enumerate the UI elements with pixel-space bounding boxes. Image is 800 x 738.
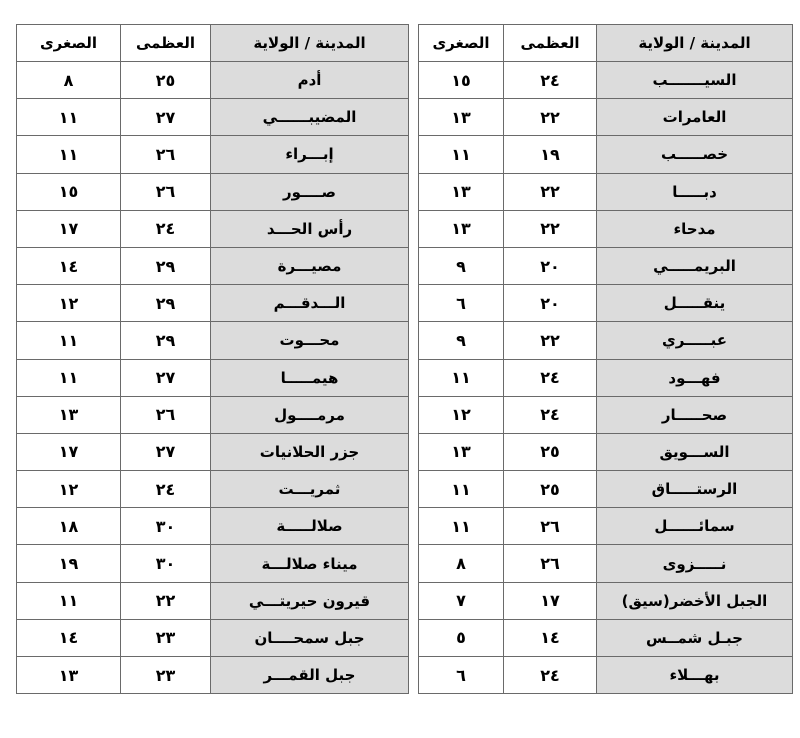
city-cell: فهـــود: [597, 359, 793, 396]
table-row: [419, 359, 793, 396]
table-row: [419, 657, 793, 694]
header-min: الصغرى: [17, 25, 121, 62]
city-cell: نـــــزوى: [597, 545, 793, 582]
header-min: الصغرى: [419, 25, 504, 62]
max-temp-cell: ٢٣: [121, 657, 211, 694]
table-row: [419, 99, 793, 136]
city-cell: مرمــــول: [211, 396, 409, 433]
min-temp-cell: ٨: [419, 545, 504, 582]
min-temp-cell: ١٣: [419, 173, 504, 210]
min-temp-cell: ١١: [419, 508, 504, 545]
max-temp-cell: ٢٦: [504, 508, 597, 545]
max-temp-cell: ٣٠: [121, 508, 211, 545]
min-temp-cell: ١٥: [17, 173, 121, 210]
city-cell: الســـويق: [597, 433, 793, 470]
city-cell: قيرون حيريتـــي: [211, 582, 409, 619]
max-temp-cell: ٢٢: [504, 322, 597, 359]
table-row: [419, 210, 793, 247]
city-cell: دبـــــا: [597, 173, 793, 210]
min-temp-cell: ١٤: [17, 619, 121, 656]
max-temp-cell: ٢٤: [121, 471, 211, 508]
table-row: [17, 322, 409, 359]
table-row: [419, 247, 793, 284]
city-cell: صلالـــــة: [211, 508, 409, 545]
max-temp-cell: ٢٧: [121, 99, 211, 136]
city-cell: صحـــــار: [597, 396, 793, 433]
min-temp-cell: ١٣: [17, 396, 121, 433]
min-temp-cell: ٦: [419, 657, 504, 694]
city-cell: سمائــــــل: [597, 508, 793, 545]
city-cell: البريمـــــي: [597, 247, 793, 284]
max-temp-cell: ٢٢: [504, 210, 597, 247]
min-temp-cell: ٩: [419, 247, 504, 284]
max-temp-cell: ١٩: [504, 136, 597, 173]
table-row: [17, 619, 409, 656]
max-temp-cell: ٢٠: [504, 285, 597, 322]
table-row: [17, 582, 409, 619]
table-row: [419, 322, 793, 359]
max-temp-cell: ٢٥: [504, 433, 597, 470]
city-cell: السيـــــــب: [597, 62, 793, 99]
max-temp-cell: ٢٥: [121, 62, 211, 99]
table-row: [17, 657, 409, 694]
min-temp-cell: ٧: [419, 582, 504, 619]
max-temp-cell: ٢٩: [121, 322, 211, 359]
min-temp-cell: ١٣: [419, 433, 504, 470]
min-temp-cell: ٨: [17, 62, 121, 99]
table-row: [17, 99, 409, 136]
max-temp-cell: ٢٩: [121, 285, 211, 322]
table-row: [17, 136, 409, 173]
city-cell: مدحاء: [597, 210, 793, 247]
table-row: [419, 508, 793, 545]
header-row: [419, 25, 793, 62]
min-temp-cell: ١٢: [17, 285, 121, 322]
max-temp-cell: ٢٧: [121, 359, 211, 396]
max-temp-cell: ١٧: [504, 582, 597, 619]
city-cell: الـــدقـــم: [211, 285, 409, 322]
table-row: [419, 433, 793, 470]
right-temperature-table: [418, 24, 793, 694]
table-row: [419, 285, 793, 322]
city-cell: عبـــــري: [597, 322, 793, 359]
table-row: [419, 471, 793, 508]
table-row: [419, 619, 793, 656]
left-temperature-table: [16, 24, 409, 694]
city-cell: مصيـــرة: [211, 247, 409, 284]
table-row: [419, 582, 793, 619]
min-temp-cell: ٦: [419, 285, 504, 322]
max-temp-cell: ٢٠: [504, 247, 597, 284]
max-temp-cell: ٢٢: [121, 582, 211, 619]
max-temp-cell: ٢٤: [504, 657, 597, 694]
city-cell: خصـــــب: [597, 136, 793, 173]
city-cell: ينقـــــل: [597, 285, 793, 322]
table-row: [17, 396, 409, 433]
min-temp-cell: ١١: [17, 322, 121, 359]
city-cell: رأس الحـــد: [211, 210, 409, 247]
header-row: [17, 25, 409, 62]
table-row: [17, 285, 409, 322]
max-temp-cell: ٢٤: [504, 359, 597, 396]
min-temp-cell: ٩: [419, 322, 504, 359]
table-row: [17, 210, 409, 247]
min-temp-cell: ١٢: [419, 396, 504, 433]
max-temp-cell: ٢٦: [121, 136, 211, 173]
table-row: [17, 508, 409, 545]
table-row: [419, 136, 793, 173]
table-row: [17, 247, 409, 284]
table-row: [419, 62, 793, 99]
table-row: [419, 396, 793, 433]
city-cell: بهـــلاء: [597, 657, 793, 694]
city-cell: جبل سمحــــان: [211, 619, 409, 656]
min-temp-cell: ١١: [419, 471, 504, 508]
city-cell: الجبل الأخضر(سيق): [597, 582, 793, 619]
city-cell: محـــوت: [211, 322, 409, 359]
city-cell: المضيبــــــي: [211, 99, 409, 136]
min-temp-cell: ١٥: [419, 62, 504, 99]
city-cell: جبـل شمــس: [597, 619, 793, 656]
min-temp-cell: ١١: [419, 136, 504, 173]
min-temp-cell: ١٣: [419, 210, 504, 247]
min-temp-cell: ١١: [17, 359, 121, 396]
table-row: [17, 433, 409, 470]
city-cell: الرستـــــاق: [597, 471, 793, 508]
table-row: [419, 173, 793, 210]
header-city: المدينة / الولاية: [597, 25, 793, 62]
city-cell: أدم: [211, 62, 409, 99]
min-temp-cell: ١١: [419, 359, 504, 396]
city-cell: العامرات: [597, 99, 793, 136]
max-temp-cell: ١٤: [504, 619, 597, 656]
city-cell: ثمريـــت: [211, 471, 409, 508]
max-temp-cell: ٢٢: [504, 99, 597, 136]
min-temp-cell: ١٢: [17, 471, 121, 508]
min-temp-cell: ١٧: [17, 433, 121, 470]
max-temp-cell: ٢٦: [121, 173, 211, 210]
min-temp-cell: ١٣: [17, 657, 121, 694]
max-temp-cell: ٢٤: [121, 210, 211, 247]
min-temp-cell: ٥: [419, 619, 504, 656]
max-temp-cell: ٢٢: [504, 173, 597, 210]
table-row: [419, 545, 793, 582]
city-cell: إبـــراء: [211, 136, 409, 173]
max-temp-cell: ٢٥: [504, 471, 597, 508]
city-cell: هيمـــــا: [211, 359, 409, 396]
min-temp-cell: ١٧: [17, 210, 121, 247]
table-row: [17, 545, 409, 582]
min-temp-cell: ١٤: [17, 247, 121, 284]
table-row: [17, 359, 409, 396]
city-cell: جبل القمـــر: [211, 657, 409, 694]
min-temp-cell: ١١: [17, 582, 121, 619]
table-row: [17, 471, 409, 508]
max-temp-cell: ٢٩: [121, 247, 211, 284]
max-temp-cell: ٢٧: [121, 433, 211, 470]
min-temp-cell: ١٣: [419, 99, 504, 136]
min-temp-cell: ١٩: [17, 545, 121, 582]
table-row: [17, 62, 409, 99]
header-city: المدينة / الولاية: [211, 25, 409, 62]
city-cell: ميناء صلالـــة: [211, 545, 409, 582]
max-temp-cell: ٢٣: [121, 619, 211, 656]
min-temp-cell: ١٨: [17, 508, 121, 545]
max-temp-cell: ٣٠: [121, 545, 211, 582]
max-temp-cell: ٢٦: [504, 545, 597, 582]
city-cell: جزر الحلانيات: [211, 433, 409, 470]
min-temp-cell: ١١: [17, 99, 121, 136]
city-cell: صــــور: [211, 173, 409, 210]
max-temp-cell: ٢٦: [121, 396, 211, 433]
min-temp-cell: ١١: [17, 136, 121, 173]
max-temp-cell: ٢٤: [504, 62, 597, 99]
header-max: العظمى: [504, 25, 597, 62]
table-row: [17, 173, 409, 210]
header-max: العظمى: [121, 25, 211, 62]
max-temp-cell: ٢٤: [504, 396, 597, 433]
